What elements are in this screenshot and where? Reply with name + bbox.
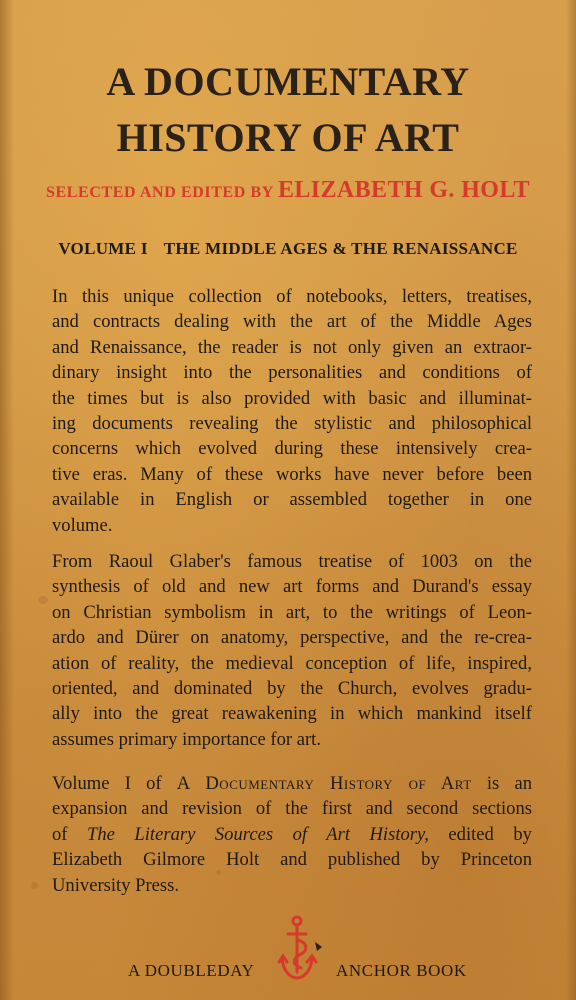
paragraph-line: ally into the great reawakening in which mankind itself	[52, 703, 532, 725]
edition-note-text: Volume I of	[52, 773, 162, 794]
paragraph-line: on Christian symbolism in art, to the writings of Leon-	[52, 601, 532, 623]
paragraph-line: volume.	[52, 514, 113, 536]
book-title-line-2: HISTORY OF ART	[116, 115, 460, 160]
paragraph-line: synthesis of old and new art forms and Durand's essay	[52, 576, 532, 598]
paper-stain	[38, 596, 48, 604]
paragraph-line: concerns which evolved during these intensively crea-	[52, 438, 532, 460]
book-title-line-1: A DOCUMENTARY	[106, 59, 470, 104]
source-book-title: The Literary Sources of Art History,	[87, 823, 429, 845]
paragraph-line: tive eras. Many of these works have never before been	[52, 463, 532, 485]
edition-note-paragraph	[52, 771, 532, 898]
paragraph-line	[52, 822, 532, 847]
paragraph-line	[52, 771, 532, 796]
paragraph-line: assumes primary importance for art.	[52, 728, 322, 750]
paragraph-line: University Press.	[52, 874, 180, 896]
editor-name: ELIZABETH G. HOLT	[277, 177, 530, 203]
paragraph-line: oriented, and dominated by the Church, evolves gradu-	[52, 678, 532, 700]
edition-note-text: is an	[486, 773, 532, 794]
edition-note-text: edited by	[448, 823, 532, 845]
editor-credit	[0, 177, 576, 204]
book-title-reference: A Documentary History of Art	[176, 773, 472, 794]
volume-number: VOLUME I	[58, 239, 148, 258]
anchor-icon	[277, 914, 323, 986]
description-paragraph-1	[52, 284, 532, 538]
paragraph-line: Elizabeth Gilmore Holt and published by Princeton	[52, 849, 532, 871]
paragraph-line: In this unique collection of notebooks, letters, treatises,	[52, 286, 532, 307]
paragraph-line: From Raoul Glaber's famous treatise of 1003 on the	[52, 551, 532, 572]
paragraph-line: available in English or assembled together in one	[52, 489, 532, 511]
editor-credit-prefix: SELECTED AND EDITED BY	[46, 184, 274, 201]
paragraph-line: dinary insight into the personalities and conditions of	[52, 362, 532, 384]
paragraph-line: ing documents revealing the stylistic and philosophical	[52, 413, 532, 435]
paragraph-line: ardo and Dürer on anatomy, perspective, and the re-crea-	[52, 627, 532, 649]
paragraph-line: and contracts dealing with the art of the Middle Ages	[52, 311, 532, 333]
volume-heading	[0, 239, 576, 259]
paragraph-line: the times but is also provided with basic and illuminat-	[52, 387, 532, 409]
paragraph-line: ation of reality, the medieval conception of life, inspired,	[52, 652, 532, 674]
publisher-name-left: A DOUBLEDAY	[128, 961, 255, 980]
paragraph-line: and Renaissance, the reader is not only given an extraor-	[52, 336, 532, 358]
description-paragraph-2	[52, 549, 532, 752]
paper-stain	[31, 882, 38, 889]
volume-subtitle: THE MIDDLE AGES & THE RENAISSANCE	[163, 239, 518, 258]
publisher-name-right: ANCHOR BOOK	[336, 961, 467, 980]
paragraph-line: expansion and revision of the first and second sections	[52, 798, 532, 820]
edition-note-text: of	[52, 823, 68, 845]
